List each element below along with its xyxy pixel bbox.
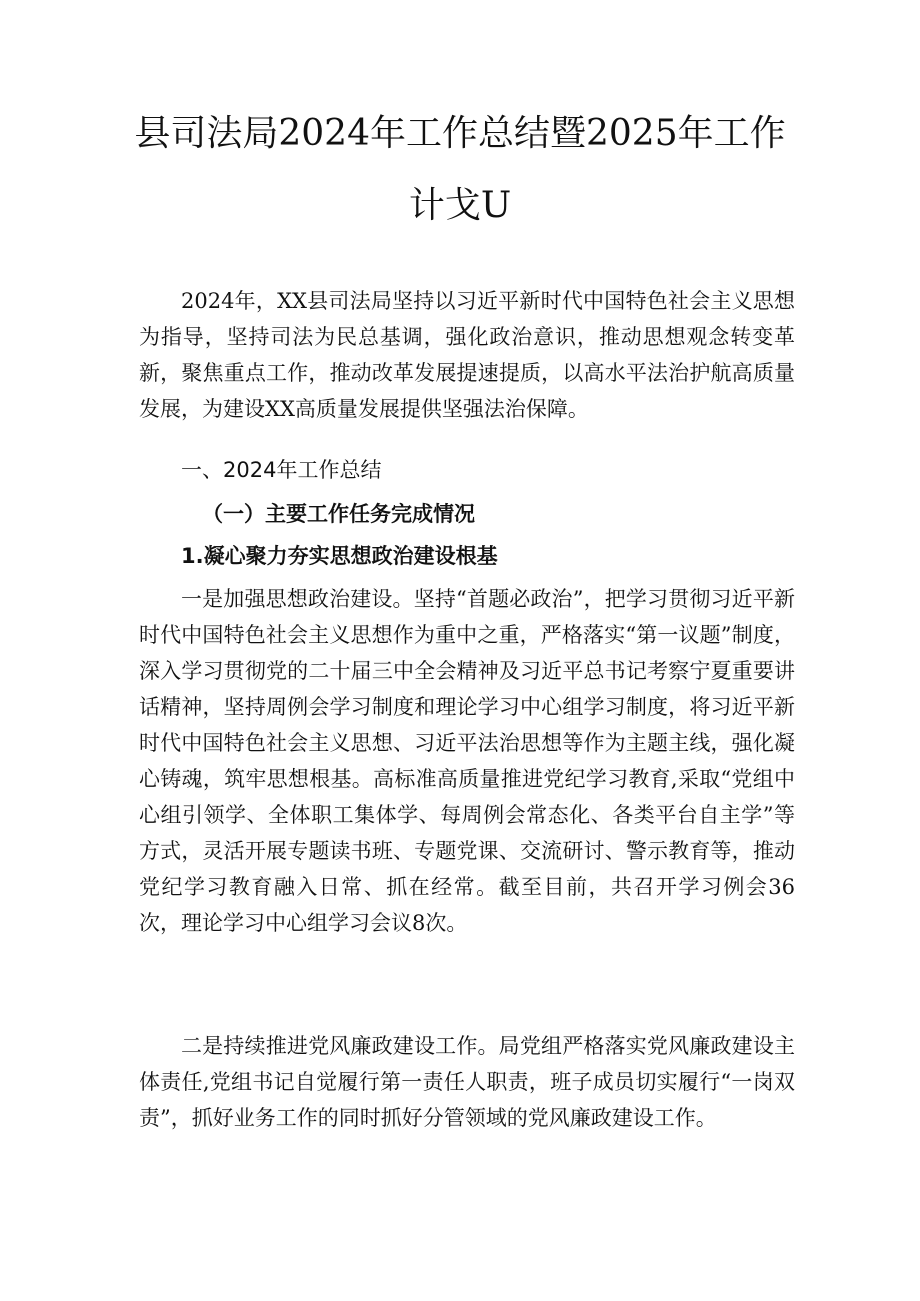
body-paragraph-1-block [139, 581, 795, 941]
item-heading: 1.凝心聚力夯实思想政治建设根基 [181, 544, 498, 568]
section-heading-block [139, 452, 795, 488]
document-title-line-1: 县司法局2024年工作总结暨2025年工作 [134, 113, 786, 154]
item-heading-block [139, 538, 795, 574]
subsection-heading-block [139, 496, 795, 532]
intro-paragraph-block [139, 283, 795, 427]
body-paragraph-2-block [139, 1028, 795, 1136]
section-heading: 一、2024年工作总结 [181, 458, 382, 482]
subsection-heading: （一）主要工作任务完成情况 [202, 502, 475, 526]
document-title-line-2: 计戈U [408, 185, 512, 226]
intro-paragraph: 2024年，XX县司法局坚持以习近平新时代中国特色社会主义思想为指导，坚持司法为民总基调，强化政治意识，推动思想观念转变革新，聚焦重点工作，推动改革发展提速提质，以高水平法治护航高质量发展，为建设XX高质量发展提供坚强法治保障。 [139, 289, 795, 421]
body-paragraph-1: 一是加强思想政治建设。坚持“首题必政治”，把学习贯彻习近平新时代中国特色社会主义思想作为重中之重，严格落实“第一议题”制度，深入学习贯彻党的二十届三中全会精神及习近平总书记考察宁夏重要讲话精神，坚持周例会学习制度和理论学习中心组学习制度，将习近平新时代中国特色社会主义思想、习近平法治思想等作为主题主线，强化凝心铸魂，筑牢思想根基。高标准高质量推进党纪学习教育,采取“党组中心组引领学、全体职工集体学、每周例会常态化、各类平台自主学”等方式，灵活开展专题读书班、专题党课、交流研讨、警示教育等，推动党纪学习教育融入日常、抓在经常。截至目前，共召开学习例会36次，理论学习中心组学习会议8次。 [139, 587, 795, 935]
body-paragraph-2: 二是持续推进党风廉政建设工作。局党组严格落实党风廉政建设主体责任,党组书记自觉履行第一责任人职责，班子成员切实履行“一岗双责”，抓好业务工作的同时抓好分管领域的党风廉政建设工作。 [139, 1034, 795, 1130]
